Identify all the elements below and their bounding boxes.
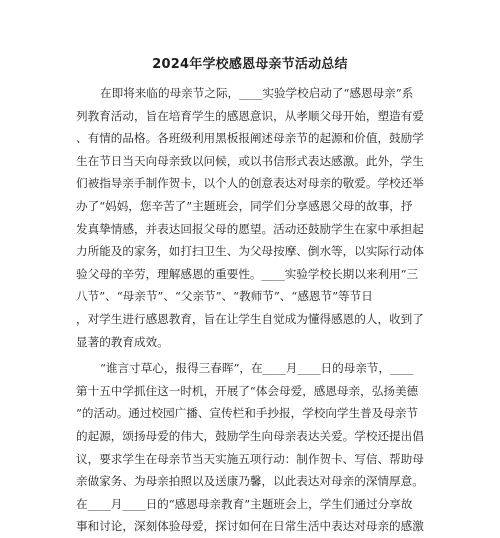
paragraph-line: ，对学生进行感恩教育，旨在让学生自觉成为懂得感恩的人，收到了 <box>76 311 424 326</box>
paragraph-line: 事和讨论，深刻体验母爱，探讨如何在日常生活中表达对母亲的感激 <box>76 519 424 534</box>
paragraph-line: 议，要求学生在母亲节当天实施五项行动：制作贺卡、写信、帮助母 <box>76 451 424 466</box>
paragraph-line: 们被指导亲手制作贺卡，以个人的创意表达对母亲的敬爱。学校还举 <box>76 176 424 191</box>
paragraph-line: 显著的教育成效。 <box>76 334 169 349</box>
paragraph-line: 生在节日当天向母亲致以问候，或以书信形式表达感激。此外，学生 <box>76 153 424 168</box>
paragraph-line: 在即将来临的母亲节之际，____实验学校启动了“感恩母亲”系 <box>100 86 414 100</box>
paragraph-line: ”的活动。通过校园广播、宣传栏和手抄报，学校向学生普及母亲节 <box>76 406 419 421</box>
paragraph-line: 八节”、“母亲节”、“父亲节”、“教师节”、“感恩节”等节日 <box>76 289 373 304</box>
paragraph-line: 的起源，颂扬母爱的伟大，鼓励学生向母亲表达关爱。学校还提出倡 <box>76 428 424 443</box>
paragraph-line: 力所能及的家务，如打扫卫生、为父母按摩、倒水等，以实际行动体 <box>76 244 424 259</box>
paragraph-line: 办了“妈妈，您辛苦了”主题班会，同学们分享感恩父母的故事，抒 <box>76 198 413 213</box>
paragraph-line: 、有情的品格。各班级利用黑板报阐述母亲节的起源和价值，鼓励学 <box>76 131 424 146</box>
paragraph-line: 在____月____日的“感恩母亲教育”主题班会上，学生们通过分享故 <box>76 496 413 511</box>
paragraph-line: 列教育活动，旨在培育学生的感恩意识，从孝顺父母开始，塑造有爱 <box>76 108 424 123</box>
document-body <box>76 82 436 538</box>
document-title: 2024年学校感恩母亲节活动总结 <box>152 57 348 72</box>
paragraph-line: 亲做家务、为母亲拍照以及送康乃馨，以此表达对母亲的深情厚意。 <box>76 474 424 489</box>
paragraph-line: “谁言寸草心，报得三春晖”，在____月____日的母亲节，____ <box>100 361 414 376</box>
paragraph-line: 验父母的辛劳，理解感恩的重要性。____实验学校长期以来利用“三 <box>76 266 419 281</box>
paragraph-line: 发真挚情感，并表达回报父母的愿望。活动还鼓励学生在家中承担起 <box>76 221 424 236</box>
paragraph-line: 第十五中学抓住这一时机，开展了“体会母爱，感恩母亲，弘扬美德 <box>76 383 419 398</box>
